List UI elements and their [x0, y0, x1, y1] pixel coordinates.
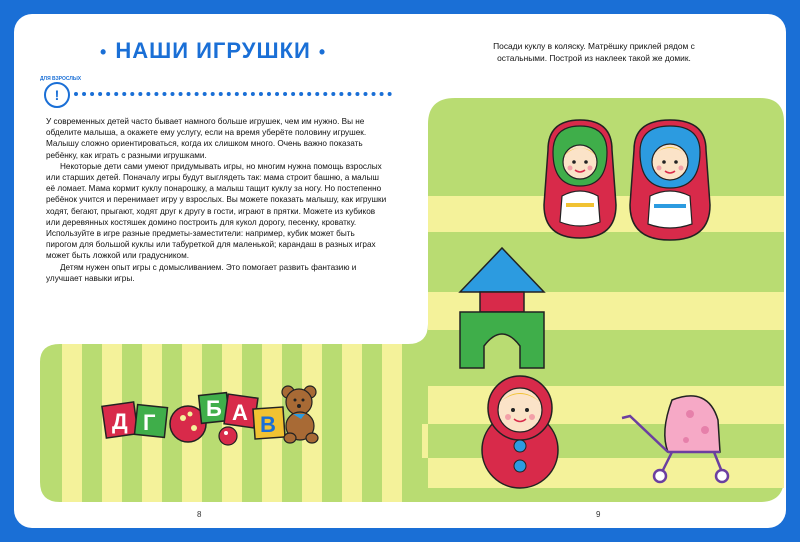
block-letter-d: Д	[112, 409, 128, 434]
exclamation-icon: !	[44, 82, 70, 108]
page-number-left: 8	[197, 510, 202, 519]
paragraph-1: У современных детей часто бывает намного больше игрушек, чем им нужно. Вы не обделите малыша, а окажете ему услугу, если на время уберёте половину игрушек. Малышу сложно ориентироваться, когда их слишком много. Очень важно показать ребёнку, как играть с разными игрушками.	[46, 117, 367, 160]
small-ball-icon	[219, 427, 237, 445]
page-title	[100, 38, 327, 64]
roly-poly-doll-icon	[482, 376, 558, 488]
block-letter-g: Г	[143, 410, 156, 435]
paragraph-2: Некоторые дети сами умеют придумывать игры, но многим нужна помощь взрослых или старших детей. Поначалу игры будут выглядеть так: мама строит башню, а малыш её ломает. Мама кормит куклу понарошку, а малыш тащит куклу за ногу. Но постепенно ребёнок учится и перенимает игру у взрослых. Вы можете показать малышу, как игрушки ходят, бегают, прыгают, ходят друг к другу в гости, играют в прятки. Можете из кубиков или деревянных костяшек домино построить для кукол дорогу, песенку, кроватку. Используйте в игре разные предметы-заместители: например, кубик может быть пирогом для большой куклы или табуреткой для маленькой; карандаш в разных играх может быть ложкой или градусником.	[46, 161, 387, 261]
page-number-right: 9	[596, 510, 601, 519]
block-letter-a: А	[232, 400, 248, 425]
paragraph-3: Детям нужен опыт игры с домысливанием. Это помогает развить фантазию и улучшает навыки игры.	[46, 262, 357, 283]
title-bullet-left: •	[100, 42, 108, 62]
page-title-text: НАШИ ИГРУШКИ	[115, 38, 311, 63]
sticker-instruction: Посади куклу в коляску. Матрёшку приклей рядом с остальными. Построй из наклеек такой же домик.	[493, 41, 695, 63]
title-bullet-right: •	[318, 42, 327, 62]
for-adults-label: ДЛЯ ВЗРОСЛЫХ	[40, 76, 82, 82]
block-letter-b: Б	[206, 396, 222, 421]
dotted-divider	[74, 92, 392, 96]
matryoshka-blue-icon	[630, 120, 710, 240]
block-letter-v: В	[260, 412, 276, 437]
matryoshka-green-icon	[544, 120, 616, 238]
advice-text	[46, 116, 388, 284]
